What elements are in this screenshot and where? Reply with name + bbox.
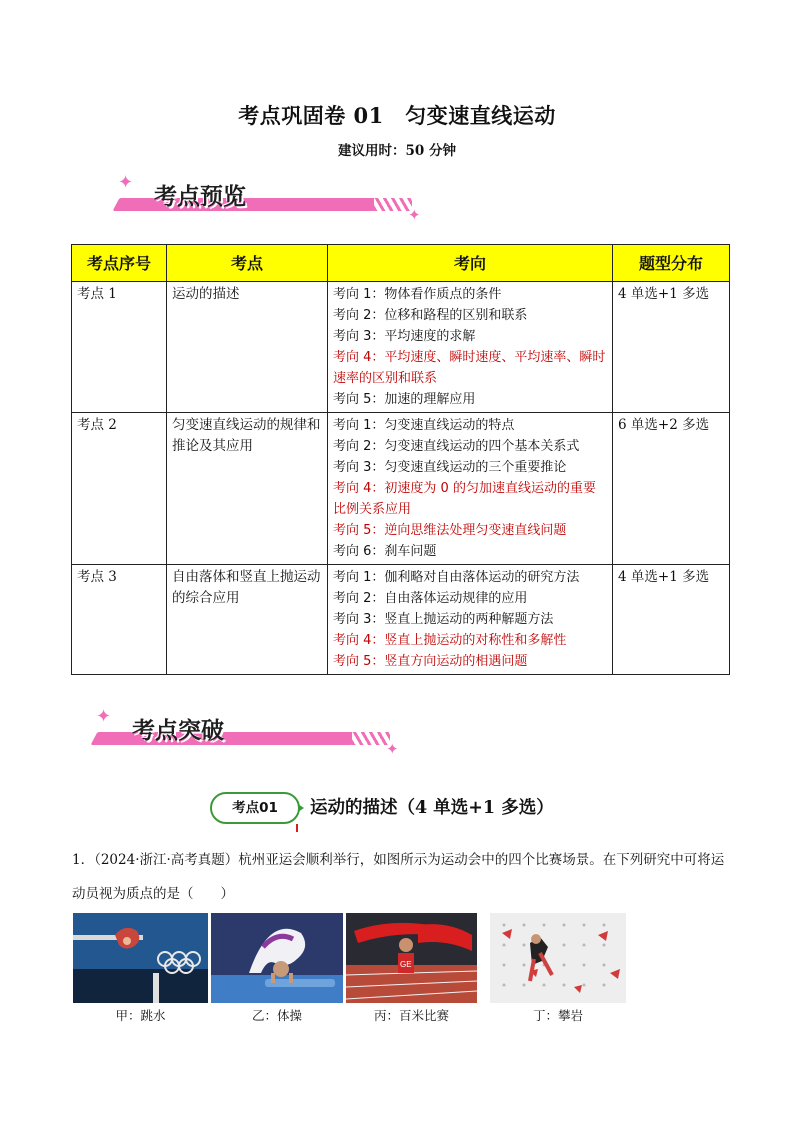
table-header-cell: 考向: [328, 245, 613, 282]
point-topic: 匀变速直线运动的规律和推论及其应用: [167, 413, 328, 565]
bib-text: GE: [400, 960, 412, 969]
direction-item: 考向 2：自由落体运动规律的应用: [333, 591, 528, 606]
figure-caption: 丙：百米比赛: [373, 1008, 449, 1023]
photo-gymnastics: [211, 913, 343, 1003]
sparkle-icon: ✦: [408, 206, 421, 224]
figure-caption: 丁：攀岩: [532, 1008, 583, 1023]
banner-hatch: [374, 198, 412, 211]
section-title-breakthrough: 考点突破: [132, 718, 224, 744]
table-row: [72, 282, 730, 413]
point-directions: [328, 565, 613, 675]
photo-sprint: [346, 913, 477, 1003]
direction-item: 考向 1：物体看作质点的条件: [333, 287, 502, 302]
photo-climbing: [490, 913, 626, 1003]
sparkle-icon: ✦: [96, 706, 112, 727]
direction-item: 考向 2：位移和路程的区别和联系: [333, 308, 528, 323]
tick-mark: [296, 824, 298, 832]
question-stem: 1．（2024·浙江·高考真题）杭州亚运会顺利举行，如图所示为运动会中的四个比赛场景。在下列研究中可将运动员视为质点的是（ ）: [72, 852, 725, 902]
table-row: [72, 413, 730, 565]
topic-badge: 考点01: [210, 792, 300, 824]
figure-caption: 乙：体操: [251, 1008, 302, 1023]
page-title: 考点巩固卷 01 匀变速直线运动: [238, 103, 556, 128]
direction-item: 考向 4：竖直上抛运动的对称性和多解性: [333, 633, 567, 648]
table-row: [72, 565, 730, 675]
table-header-cell: 考点: [167, 245, 328, 282]
direction-item: 考向 3：匀变速直线运动的三个重要推论: [333, 460, 567, 475]
point-id: 考点 3: [72, 565, 167, 675]
banner-hatch: [352, 732, 390, 745]
direction-item: 考向 5：加速的理解应用: [333, 392, 476, 407]
topic-title: 运动的描述（4 单选+1 多选）: [310, 798, 554, 818]
suggested-time: 建议用时：50 分钟: [338, 143, 456, 159]
overview-table: [71, 244, 730, 675]
section-title-preview: 考点预览: [154, 184, 246, 210]
direction-item: 考向 3：平均速度的求解: [333, 329, 476, 344]
direction-item: 考向 6：刹车问题: [333, 544, 437, 559]
sparkle-icon: ✦: [386, 740, 399, 758]
point-directions: [328, 413, 613, 565]
topic-heading: [210, 792, 610, 824]
point-id: 考点 2: [72, 413, 167, 565]
direction-item: 考向 4：初速度为 0 的匀加速直线运动的重要比例关系应用: [333, 481, 596, 517]
banner-stripe: [113, 198, 382, 211]
direction-item: 考向 1：匀变速直线运动的特点: [333, 418, 515, 433]
direction-item: 考向 5：竖直方向运动的相遇问题: [333, 654, 528, 669]
point-distribution: 4 单选+1 多选: [613, 565, 730, 675]
table-header-cell: 考点序号: [72, 245, 167, 282]
direction-item: 考向 1：伽利略对自由落体运动的研究方法: [333, 570, 580, 585]
direction-item: 考向 3：竖直上抛运动的两种解题方法: [333, 612, 554, 627]
point-id: 考点 1: [72, 282, 167, 413]
banner-stripe: [91, 732, 360, 745]
table-header-row: [72, 245, 730, 282]
section-banner-preview: [110, 172, 430, 228]
point-topic: 运动的描述: [167, 282, 328, 413]
table-header-cell: 题型分布: [613, 245, 730, 282]
sparkle-icon: ✦: [118, 172, 134, 193]
figure-caption: 甲：跳水: [115, 1008, 166, 1023]
point-distribution: 6 单选+2 多选: [613, 413, 730, 565]
point-topic: 自由落体和竖直上抛运动的综合应用: [167, 565, 328, 675]
direction-item: 考向 5：逆向思维法处理匀变速直线问题: [333, 523, 567, 538]
point-distribution: 4 单选+1 多选: [613, 282, 730, 413]
direction-item: 考向 2：匀变速直线运动的四个基本关系式: [333, 439, 580, 454]
photo-diving: [73, 913, 208, 1003]
direction-item: 考向 4：平均速度、瞬时速度、平均速率、瞬时速率的区别和联系: [333, 350, 606, 386]
section-banner-breakthrough: [88, 706, 408, 762]
point-directions: [328, 282, 613, 413]
